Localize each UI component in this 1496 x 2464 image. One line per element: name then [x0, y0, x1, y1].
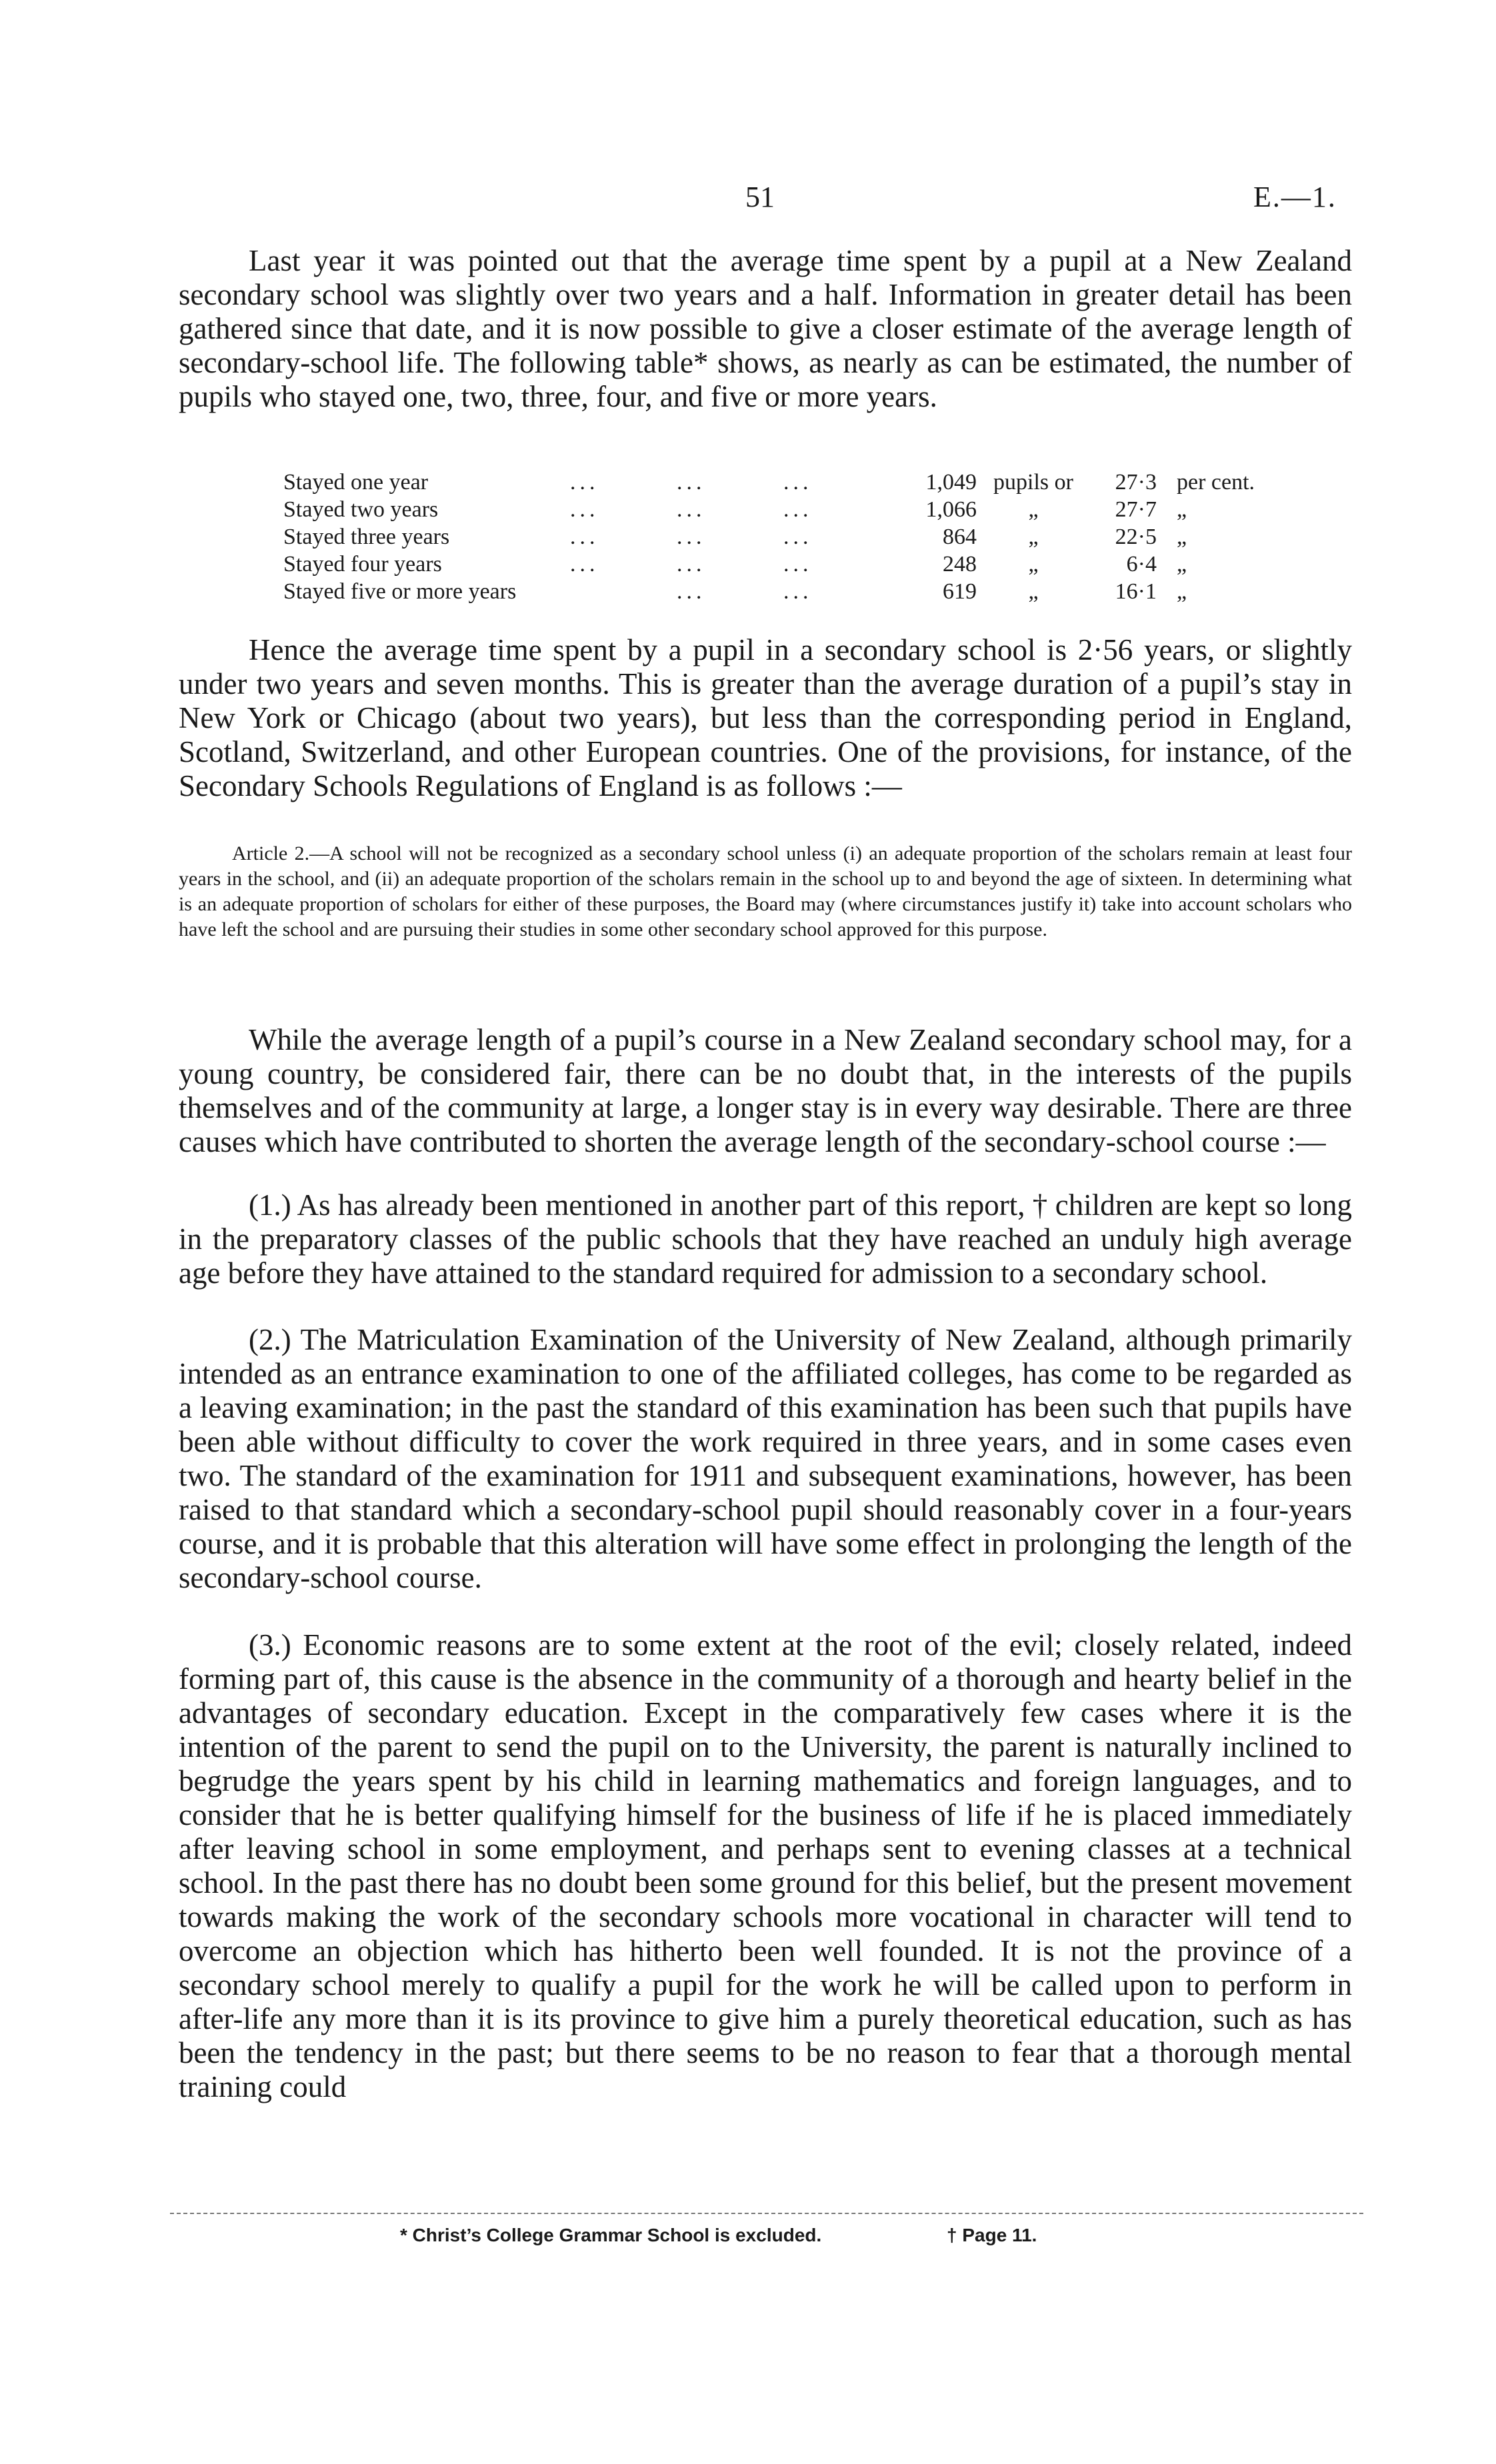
- footnote-dagger: † Page 11.: [947, 2225, 1037, 2245]
- percent-value: 6·4: [1126, 552, 1157, 577]
- percent-suffix: „: [1177, 525, 1187, 549]
- percent-suffix: „: [1177, 579, 1187, 604]
- paragraph-cause-3: [179, 1628, 1352, 2104]
- regulation-quote: Article 2.—A school will not be recognized as a secondary school unless (i) an adequate proportion of the scholars remain at least four years in the school, and (ii) an adequate proportion of the scholars remain in the school up to and beyond the age of sixteen. In determining what is an adequate proportion of scholars for either of these purposes, the Board may (where circumstances justify it) take into account scholars who have left the school and are pursuing their studies in some other secondary school approved for this purpose.: [179, 842, 1352, 940]
- unit-text: pupils or: [993, 470, 1073, 495]
- leader-dots: ...: [570, 497, 599, 522]
- percent-suffix: per cent.: [1177, 470, 1255, 495]
- paragraph-cause-2: [179, 1323, 1352, 1595]
- percent-suffix: „: [1177, 552, 1187, 577]
- paragraph-text: Last year it was pointed out that the average time spent by a pupil at a New Zealand secondary school was slightly over two years and a half. Information in greater detail has been gathered since that date, and it is now possible to give a closer estimate of the average length of secondary-school life. The following table* shows, as nearly as can be estimated, the number of pupils who stayed one, two, three, four, and five or more years.: [179, 244, 1352, 413]
- row-label: Stayed three years: [283, 525, 450, 549]
- percent-suffix: „: [1177, 497, 1187, 522]
- paragraph-text: Hence the average time spent by a pupil in a secondary school is 2·56 years, or slightly under two years and seven months. This is greater than the average duration of a pupil’s stay in New York or Chicago (about two years), but less than the corresponding period in England, Scotland, Switzerland, and other European countries. One of the provisions, for instance, of the Secondary Schools Regulations of England is as follows :—: [179, 633, 1352, 802]
- percent-value: 22·5: [1115, 525, 1157, 549]
- paragraph-average: [179, 633, 1352, 803]
- leader-dots: ...: [783, 579, 813, 604]
- pupil-count: 248: [943, 552, 977, 577]
- leader-dots: ...: [677, 579, 706, 604]
- paragraph-text: (1.) As has already been mentioned in another part of this report, † children are kept so long in the preparatory classes of the public schools that they have reached an unduly high average age before they have attained to the standard required for admission to a secondary school.: [179, 1188, 1352, 1290]
- unit-text: „: [1028, 497, 1039, 522]
- paragraph-intro: [179, 244, 1352, 414]
- leader-dots: ...: [783, 525, 813, 549]
- leader-dots: ...: [783, 470, 813, 495]
- paragraph-text: (3.) Economic reasons are to some extent at the root of the evil; closely related, indeed forming part of, this cause is the absence in the community of a thorough and hearty belief in the advantages of secondary education. Except in the comparatively few cases where it is the intention of the parent to send the pupil on to the University, the parent is naturally inclined to begrudge the years spent by his child in learning mathematics and foreign languages, and to consider that he is better qualifying himself for the business of life if he is placed immediately after leaving school in some employment, and perhaps sent to evening classes at a technical school. In the past there has no doubt been some ground for this belief, but the present movement towards making the work of the secondary schools more vocational in character will tend to overcome an objection which has hitherto been well founded. It is not the province of a secondary school merely to qualify a pupil for the work he will be called upon to perform in after-life any more than it is its province to give him a purely theoretical education, such as has been the tendency in the past; but there seems to be no reason to fear that a thorough mental training could: [179, 1628, 1352, 2103]
- stay-length-table: [283, 469, 1283, 605]
- unit-text: „: [1028, 579, 1039, 604]
- leader-dots: ...: [570, 525, 599, 549]
- leader-dots: ...: [677, 525, 706, 549]
- unit-text: „: [1028, 552, 1039, 577]
- row-label: Stayed two years: [283, 497, 439, 522]
- paragraph-text: While the average length of a pupil’s course in a New Zealand secondary school may, for a young country, be considered fair, there can be no doubt that, in the interests of the pupils themselves and of the community at large, a longer stay is in every way desirable. There are three causes which have contributed to shorten the average length of the secondary-school course :—: [179, 1023, 1352, 1158]
- leader-dots: ...: [783, 552, 813, 577]
- page-number: 51: [745, 181, 775, 213]
- percent-value: 16·1: [1115, 579, 1157, 604]
- pupil-count: 1,049: [925, 470, 977, 495]
- footnote-asterisk: * Christ’s College Grammar School is excluded.: [400, 2225, 822, 2245]
- table-row: [283, 551, 1283, 578]
- leader-dots: ...: [570, 470, 599, 495]
- table-row: [283, 578, 1283, 605]
- leader-dots: ...: [677, 552, 706, 577]
- footnote-divider: [170, 2213, 1363, 2214]
- document-code: E.—1.: [1253, 181, 1337, 213]
- row-label: Stayed one year: [283, 470, 429, 495]
- leader-dots: ...: [677, 470, 706, 495]
- paragraph-cause-1: [179, 1188, 1352, 1290]
- paragraph-text: (2.) The Matriculation Examination of the University of New Zealand, although primarily intended as an entrance examination to one of the affiliated colleges, has come to be regarded as a leaving examination; in the past the standard of this examination has been such that pupils have been able without difficulty to cover the work required in three years, and in some cases even two. The standard of the examination for 1911 and subsequent examinations, however, has been raised to that standard which a secondary-school pupil should reasonably cover in a four-years course, and it is probable that this alteration will have some effect in prolonging the length of the secondary-school course.: [179, 1323, 1352, 1594]
- leader-dots: ...: [677, 497, 706, 522]
- unit-text: „: [1028, 525, 1039, 549]
- pupil-count: 619: [943, 579, 977, 604]
- row-label: Stayed five or more years: [283, 579, 517, 604]
- pupil-count: 1,066: [925, 497, 977, 522]
- table-row: [283, 496, 1283, 523]
- percent-value: 27·3: [1115, 470, 1157, 495]
- table-row: [283, 523, 1283, 551]
- table-row: [283, 469, 1283, 496]
- leader-dots: ...: [570, 552, 599, 577]
- leader-dots: ...: [783, 497, 813, 522]
- percent-value: 27·7: [1115, 497, 1157, 522]
- pupil-count: 864: [943, 525, 977, 549]
- paragraph-causes: [179, 1023, 1352, 1159]
- row-label: Stayed four years: [283, 552, 442, 577]
